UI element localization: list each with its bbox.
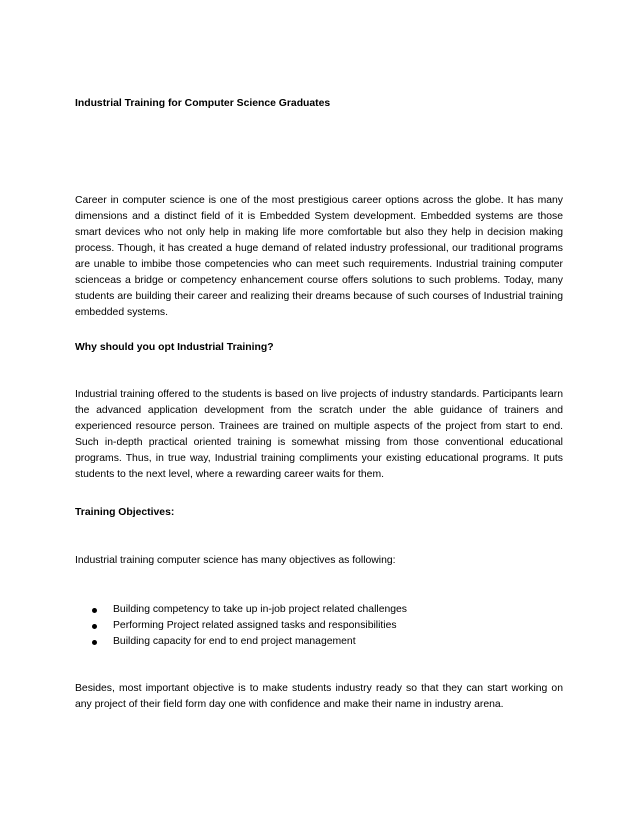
objectives-list [92,602,552,650]
list-item [92,602,552,618]
objective-text: Building competency to take up in-job project related challenges [113,604,408,615]
why-paragraph: Industrial training offered to the students is based on live projects of industry standards. Participants learn the advanced application development from the scratch under the able guidance of trainers and experienced resource person. Trainees are trained on multiple aspects of the project from start to end. Such in-depth practical oriented training is somewhat missing from those conventional educational programs. Thus, in true way, Industrial training compliments your existing educational programs. It puts students to the next level, where a rewarding career waits for them. [75,389,563,480]
bullet-icon [92,608,97,613]
objective-text: Building capacity for end to end project management [113,636,356,647]
intro-paragraph: Career in computer science is one of the most prestigious career options across the globe. It has many dimensions and a distinct field of it is Embedded System development. Embedded systems are those smart devices who not only help in making life more comfortable but also they help in decision making process. Though, it has created a huge demand of related industry professional, our traditional programs are unable to imbibe those competencies who can meet such requirements. Industrial training computer scienceas a bridge or competency enhancement course offers solutions to such problems. Today, many students are building their career and realizing their dreams because of such courses of Industrial training embedded systems. [75,195,563,318]
list-item [92,634,552,650]
bullet-icon [92,640,97,645]
list-item [92,618,552,634]
objectives-heading: Training Objectives: [75,507,175,518]
bullet-icon [92,624,97,629]
objectives-intro: Industrial training computer science has many objectives as following: [75,555,396,566]
objective-text: Performing Project related assigned tasks and responsibilities [113,620,397,631]
document-title: Industrial Training for Computer Science Graduates [75,98,331,109]
why-heading: Why should you opt Industrial Training? [75,342,274,353]
closing-paragraph: Besides, most important objective is to make students industry ready so that they can start working on any project of their field form day one with confidence and make their name in industry arena. [75,683,563,710]
